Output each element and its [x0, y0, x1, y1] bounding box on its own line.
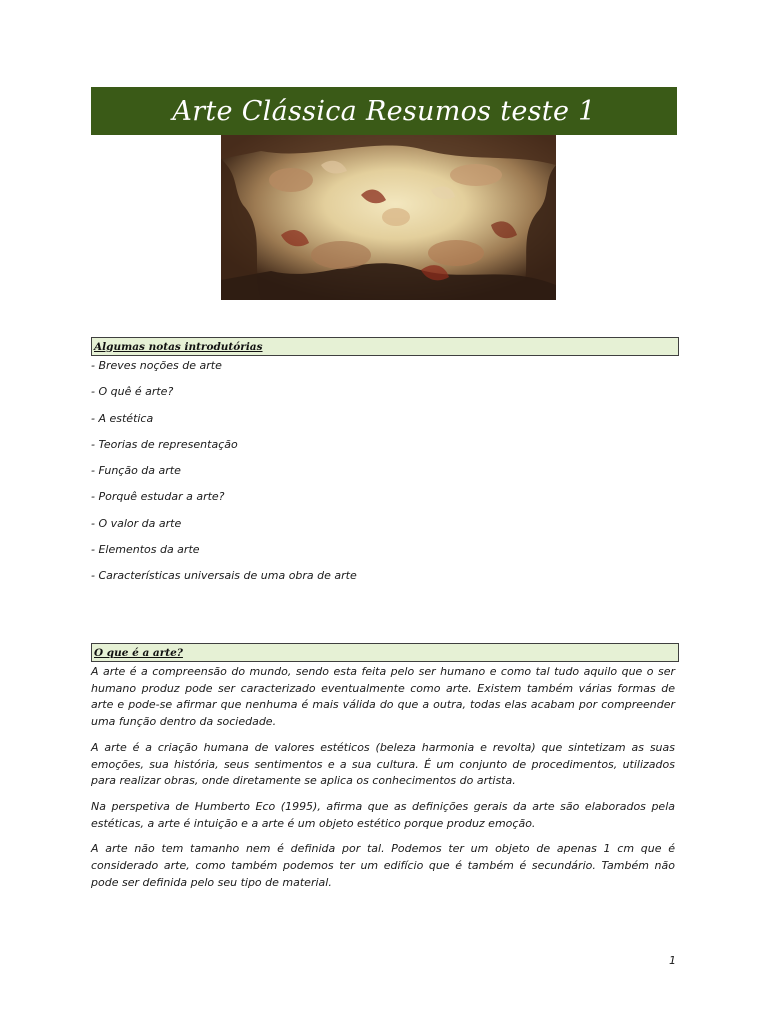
title-banner	[91, 87, 677, 135]
paragraph: Na perspetiva de Humberto Eco (1995), afirma que as definições gerais da arte são elaborados pela estéticas, a arte é intuição e a arte é um objeto estético porque produz emoção.	[91, 799, 675, 830]
section-header-intro	[91, 337, 679, 356]
list-item: - Elementos da arte	[91, 543, 200, 557]
intro-topic-list	[91, 358, 357, 595]
paragraph: A arte é a compreensão do mundo, sendo esta feita pelo ser humano e como tal tudo aquilo que o ser humano produz pode ser caracterizado eventualmente como arte. Existem também várias formas de arte e pode-se afirmar que nenhuma é mais válida do que a outra, todas elas acabam por compreender uma função dentro da sociedade.	[91, 665, 675, 729]
paragraph: A arte não tem tamanho nem é definida por tal. Podemos ter um objeto de apenas 1 cm que é considerado arte, como também podemos ter um edifício que é também é secundário. Também não pode ser definida pelo seu tipo de material.	[91, 842, 675, 889]
paragraph: A arte é a criação humana de valores estéticos (beleza harmonia e revolta) que sintetizam as suas emoções, sua história, seus sentimentos e a sua cultura. É um conjunto de procedimentos, utilizados para realizar obras, onde diretamente se aplica os conhecimentos do artista.	[91, 740, 675, 788]
section-heading: Algumas notas introdutórias	[94, 340, 263, 353]
list-item: - Características universais de uma obra de arte	[91, 569, 357, 583]
document-title: Arte Clássica Resumos teste 1	[172, 95, 596, 127]
list-item: - Breves noções de arte	[91, 359, 222, 372]
list-item: - Teorias de representação	[91, 437, 238, 451]
what-is-art-body	[91, 664, 675, 900]
section-heading: O que é a arte?	[94, 646, 183, 659]
section-header-what-is-art	[91, 643, 679, 662]
list-item: - Função da arte	[91, 464, 181, 478]
list-item: - A estética	[91, 411, 154, 425]
list-item: - O valor da arte	[91, 516, 182, 530]
baroque-ceiling-painting-icon	[221, 135, 556, 300]
page-number: 1	[669, 954, 676, 967]
list-item: - Porquê estudar a arte?	[91, 490, 225, 504]
list-item: - O quê é arte?	[91, 385, 174, 399]
